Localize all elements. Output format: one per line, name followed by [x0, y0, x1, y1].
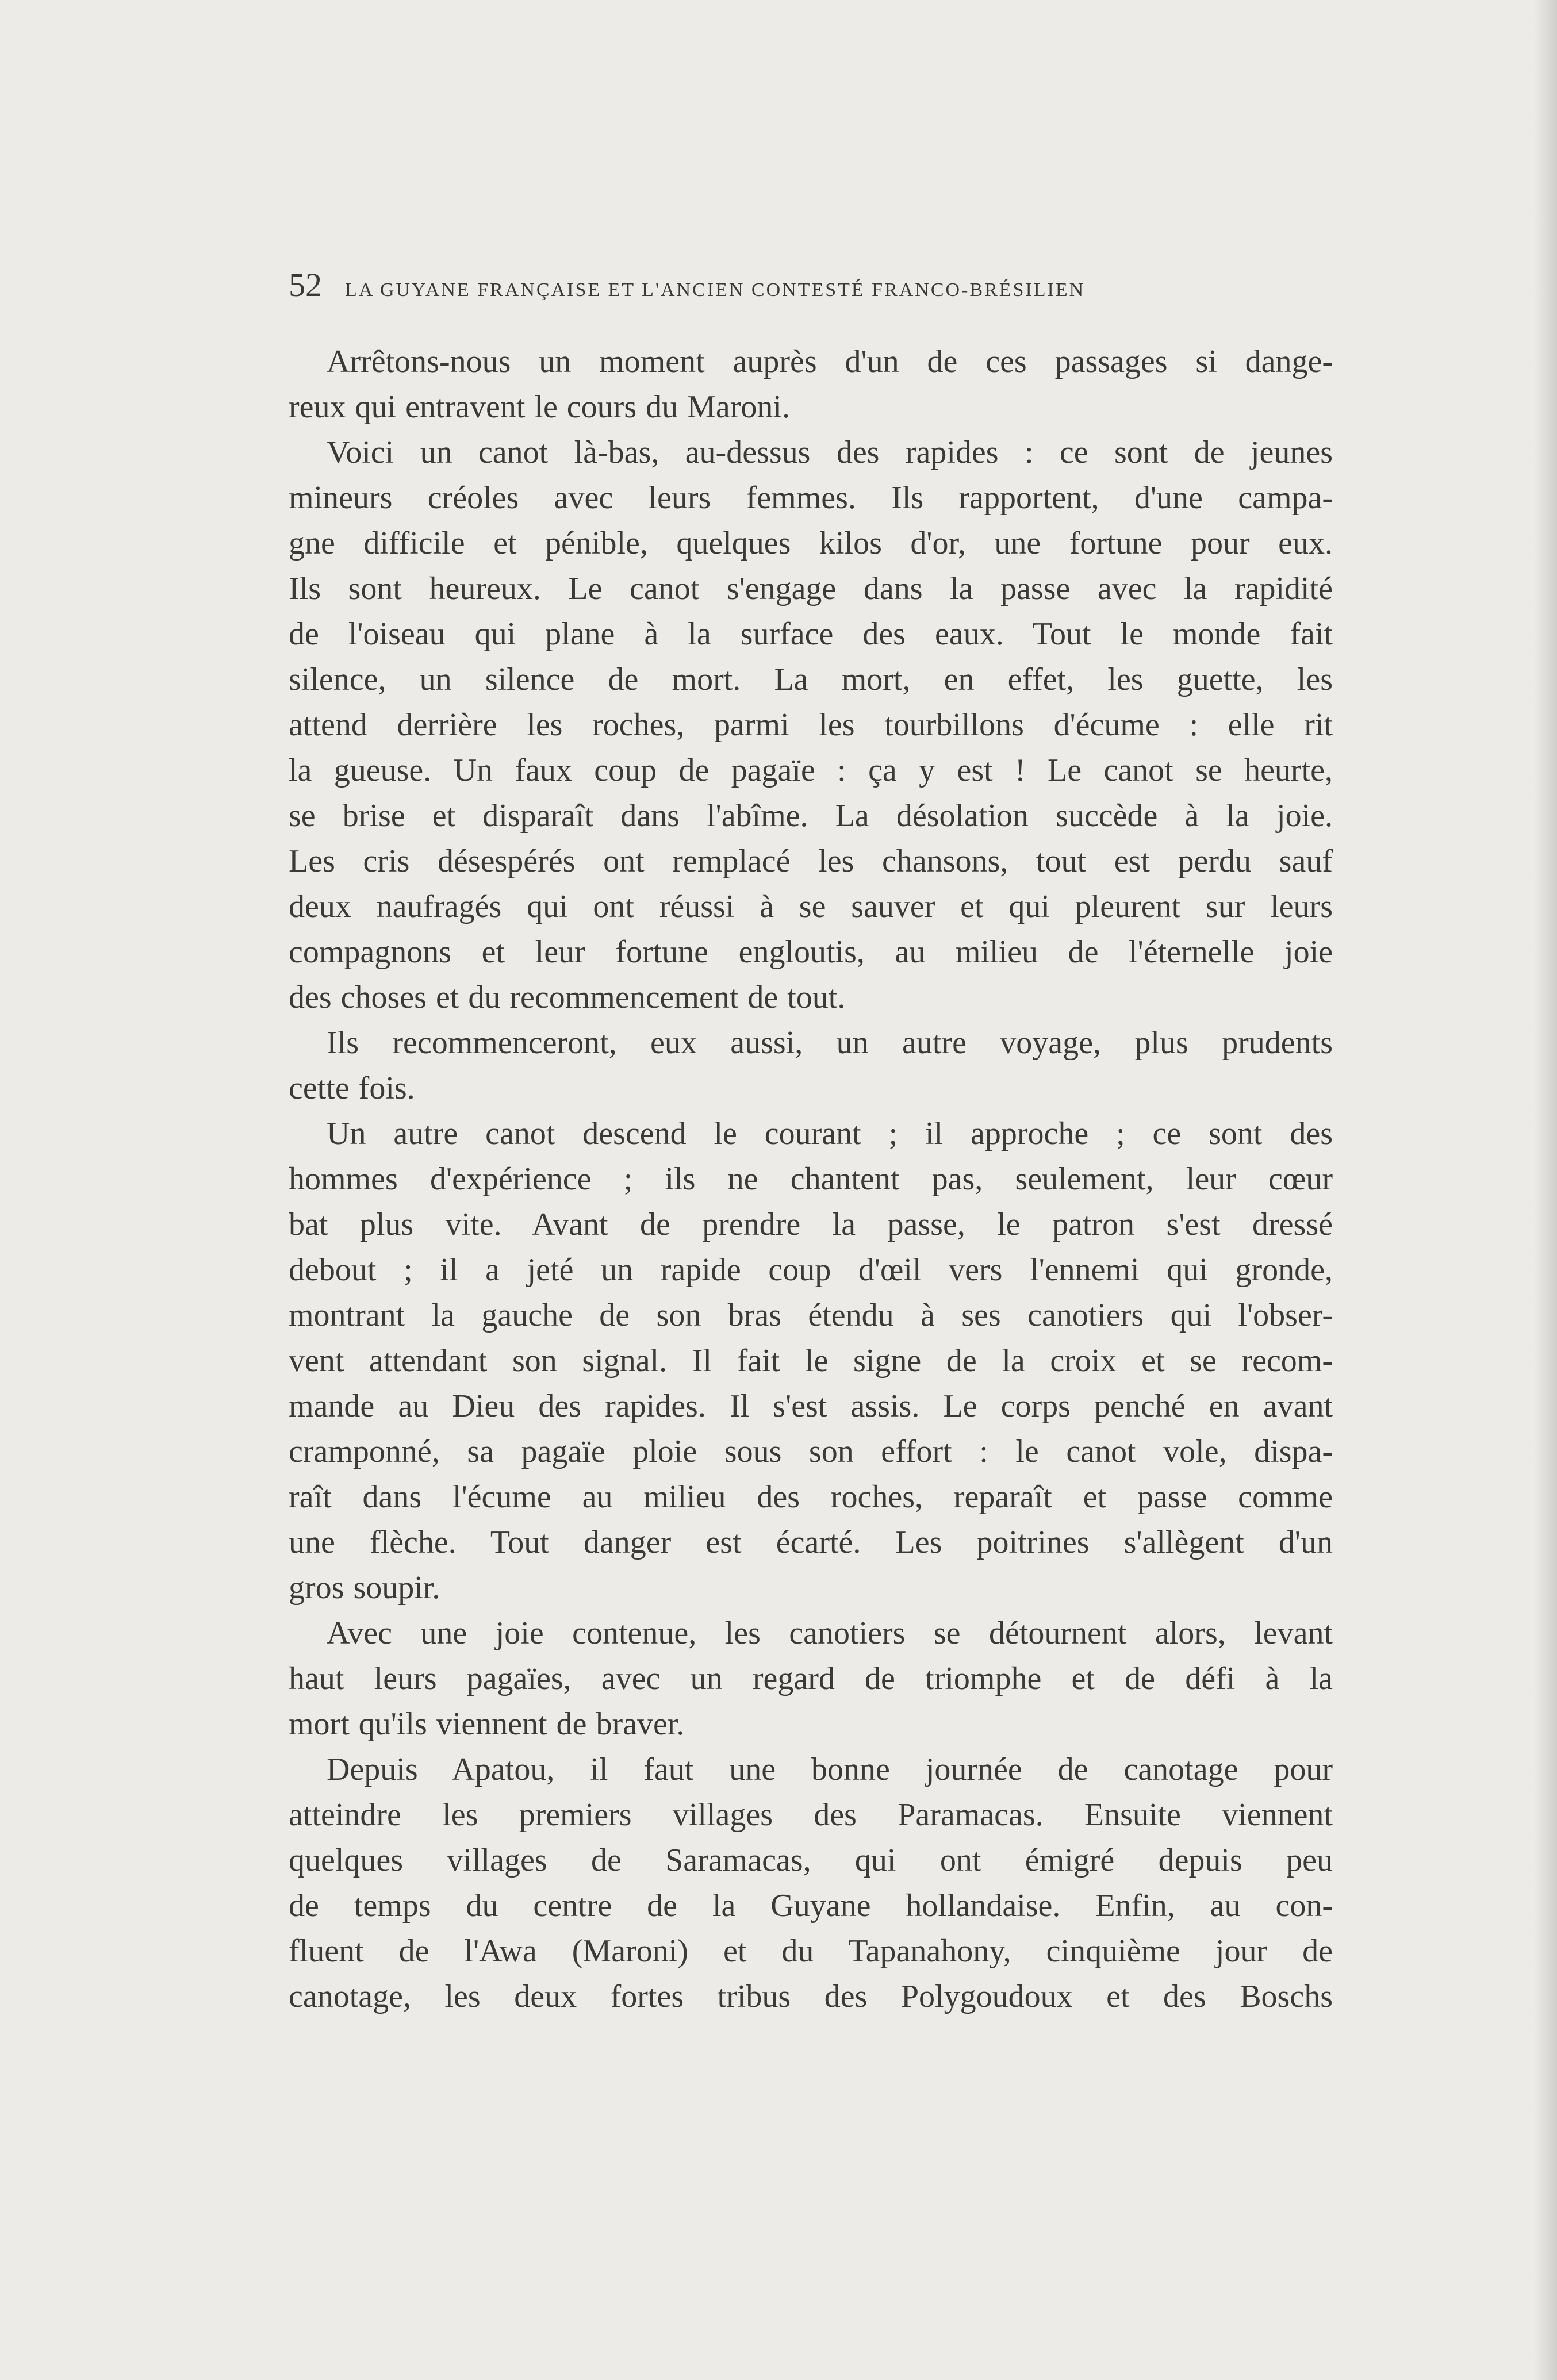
paragraph — [289, 1747, 1333, 2020]
paragraph — [289, 339, 1333, 430]
text-line: Avec une joie contenue, les canotiers se détournent alors, levant — [327, 1615, 1333, 1651]
paragraph — [289, 430, 1333, 1020]
text-line: Un autre canot descend le courant ; il approche ; ce sont des — [327, 1116, 1333, 1151]
page-number: 52 — [289, 266, 322, 304]
text-line: la gueuse. Un faux coup de pagaïe : ça y est ! Le canot se heurte, — [289, 753, 1333, 788]
text-line: de l'oiseau qui plane à la surface des eaux. Tout le monde fait — [289, 616, 1333, 652]
text-line: se brise et disparaît dans l'abîme. La désolation succède à la joie. — [289, 798, 1333, 834]
page-header — [289, 266, 1335, 304]
text-line: reux qui entravent le cours du Maroni. — [289, 389, 790, 425]
text-line: Ils sont heureux. Le canot s'engage dans la passe avec la rapidité — [289, 571, 1333, 606]
text-line: vent attendant son signal. Il fait le signe de la croix et se recom- — [289, 1343, 1333, 1379]
text-line: gne difficile et pénible, quelques kilos d'or, une fortune pour eux. — [289, 525, 1333, 561]
paragraph — [289, 1020, 1333, 1111]
text-line: des choses et du recommencement de tout. — [289, 980, 846, 1015]
text-line: montrant la gauche de son bras étendu à ses canotiers qui l'obser- — [289, 1298, 1333, 1333]
text-line: de temps du centre de la Guyane hollandaise. Enfin, au con- — [289, 1888, 1333, 1924]
text-line: deux naufragés qui ont réussi à se sauver et qui pleurent sur leurs — [289, 889, 1333, 924]
text-line: atteindre les premiers villages des Paramacas. Ensuite viennent — [289, 1797, 1333, 1833]
text-line: mineurs créoles avec leurs femmes. Ils rapportent, d'une campa- — [289, 480, 1333, 516]
text-line: attend derrière les roches, parmi les tourbillons d'écume : elle rit — [289, 707, 1333, 743]
page-edge-shadow — [1534, 0, 1557, 2380]
text-line: canotage, les deux fortes tribus des Polygoudoux et des Boschs — [289, 1979, 1333, 2014]
text-line: mande au Dieu des rapides. Il s'est assis. Le corps penché en avant — [289, 1388, 1333, 1424]
text-line: raît dans l'écume au milieu des roches, reparaît et passe comme — [289, 1479, 1333, 1515]
text-line: debout ; il a jeté un rapide coup d'œil vers l'ennemi qui gronde, — [289, 1252, 1333, 1288]
text-line: quelques villages de Saramacas, qui ont émigré depuis peu — [289, 1842, 1333, 1878]
text-line: Les cris désespérés ont remplacé les chansons, tout est perdu sauf — [289, 843, 1333, 879]
text-line: silence, un silence de mort. La mort, en effet, les guette, les — [289, 662, 1333, 697]
paragraph — [289, 1111, 1333, 1611]
text-line: Arrêtons-nous un moment auprès d'un de ces passages si dange- — [327, 344, 1333, 379]
text-line: hommes d'expérience ; ils ne chantent pas, seulement, leur cœur — [289, 1161, 1333, 1197]
text-line: Ils recommenceront, eux aussi, un autre voyage, plus prudents — [327, 1025, 1333, 1061]
text-line: Depuis Apatou, il faut une bonne journée de canotage pour — [327, 1752, 1333, 1787]
text-line: cramponné, sa pagaïe ploie sous son effort : le canot vole, dispa- — [289, 1434, 1333, 1469]
text-line: Voici un canot là-bas, au-dessus des rapides : ce sont de jeunes — [327, 435, 1333, 470]
text-line: mort qu'ils viennent de braver. — [289, 1706, 685, 1742]
text-line: bat plus vite. Avant de prendre la passe, le patron s'est dressé — [289, 1207, 1333, 1242]
text-line: haut leurs pagaïes, avec un regard de triomphe et de défi à la — [289, 1661, 1333, 1696]
text-line: cette fois. — [289, 1070, 415, 1106]
body-text — [289, 339, 1333, 2020]
paragraph — [289, 1611, 1333, 1747]
running-title: LA GUYANE FRANÇAISE ET L'ANCIEN CONTESTÉ FRANCO-BRÉSILIEN — [345, 279, 1086, 301]
text-line: une flèche. Tout danger est écarté. Les poitrines s'allègent d'un — [289, 1525, 1333, 1560]
text-line: gros soupir. — [289, 1570, 440, 1606]
text-line: compagnons et leur fortune engloutis, au milieu de l'éternelle joie — [289, 934, 1333, 970]
text-line: fluent de l'Awa (Maroni) et du Tapanahony, cinquième jour de — [289, 1933, 1333, 1969]
